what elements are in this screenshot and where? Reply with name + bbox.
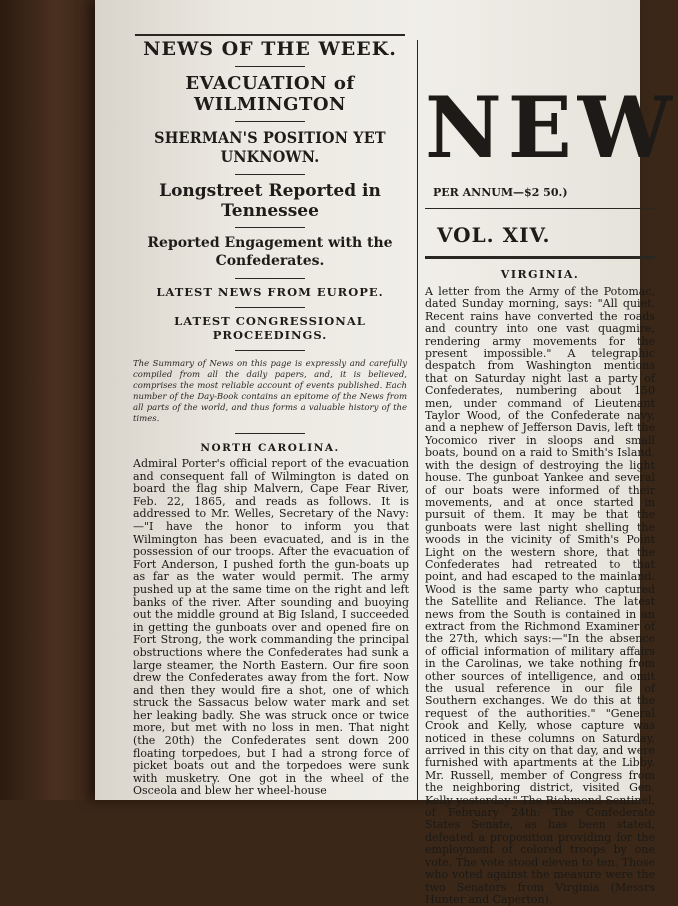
news-of-the-week-column [125,20,415,800]
volume-number: VOL. XIV. [437,223,551,247]
rule [235,307,305,308]
rule [425,208,655,209]
headline-congress: LATEST CONGRESSIONAL PROCEEDINGS. [174,314,366,342]
headline-sherman: SHERMAN'S POSITION YET UNKNOWN. [154,128,386,166]
rule [235,227,305,228]
column-divider [417,40,418,800]
rule [235,350,305,351]
newspaper-page [95,0,678,906]
headline-evacuation: EVACUATION of WILMINGTON [185,73,355,115]
headline-europe: LATEST NEWS FROM EUROPE. [156,285,384,299]
rule [235,66,305,67]
rule [235,278,305,279]
section-heading-north-carolina: NORTH CAROLINA. [200,442,340,454]
rule [235,433,305,434]
rule [235,174,305,175]
article-body-north-carolina: Admiral Porter's official report of the evacuation and consequent fall of Wilmington is dated on board the flag ship Malvern, Cape Fear River, Feb. 22, 1865, and reads as follows. It is addressed to Mr. Welles, Secretary of the Navy:—"I have the honor to inform you that Wilmington has been evacuated, and is in the possession of our troops. After the evacuation of Fort Anderson, I pushed forth the gun-boats up as far as the water would permit. The army pushed up at the same time on the right and left banks of the river. After sounding and buoying out the middle ground at Big Island, I succeeded in getting the gunboats over and opened fire on Fort Strong, the work commanding the principal obstructions where the Confederates had sunk a large steamer, the North Eastern. Our fire soon drew the Confederates away from the fort. Now and then they would fire a shot, one of which struck the Sassacus below water mark and set her leaking badly. She was struck once or twice more, but met with no loss in men. That night (the 20th) the Confederates sent down 200 floating torpedoes, but I had a strong force of picket boats out and the torpedoes were sunk with musketry. One got in the wheel of the Osceola and blew her wheel-house [133,457,409,798]
subscription-price: PER ANNUM—$2 50.) [433,186,568,199]
masthead-column [425,0,678,906]
article-body-virginia: A letter from the Army of the Potomac, dated Sunday morning, says: "All quiet. Recent rains have converted the roads and country into one vast quagmire, rendering army movements for the present impossible." A telegraphic despatch from Washington mentions that on Saturday night last a party of Confederates, numbering about 150 men, under command of Lieutenant Taylor Wood, of the Confederate navy, and a nephew of Jefferson Davis, left the Yocomico river in sloops and small boats, bound on a raid to Smith's Island, with the design of destroying the light house. The gunboat Yankee and several of our boats were informed of their movements, and at once started in pursuit of them. It may be that the gunboats were last night shelling the woods in the vicinity of Smith's Point Light on the western shore, that the Confederates had retreated to that point, and had escaped to the mainland. Wood is the same party who captured the Satellite and Reliance. The latest news from the South is contained in an extract from the Richmond Examiner of the 27th, which says:—"In the absence of official information of military affairs in the Carolinas, we take nothing from other sources of intelligence, and omit the usual reference in our file of Southern exchanges. We do this at the request of the authorities." "General Crook and Kelly, whose capture was noticed in these columns on Saturday, arrived in this city on that day, and were furnished with apartments at the Libby. Mr. Russell, member of Congress from the neighboring district, visited Gen. Kelly yesterday." The Richmond Sentinel, of February 24th: The Confederate States Senate, as has been stated, defeated a proposition providing for the employment of colored troops by one vote. The vote stood eleven to ten. Those who voted against the measure were the two Senators from Virginia (Messrs Hunter and Caperton). [425,285,655,906]
masthead-title: NEW [425,78,678,177]
top-rule [135,34,405,36]
editor-note: The Summary of News on this page is expressly and carefully compiled from all the daily papers, and, it is believed, comprises the most reliable account of events published. Each number of the Day-Book contains an epitome of the News from all parts of the world, and thus forms a valuable history of the times. [133,359,407,424]
section-heading-virginia: VIRGINIA. [500,268,580,281]
rule [425,256,655,259]
rule [235,121,305,122]
headline-engagement: Reported Engagement with the Confederates. [147,235,393,269]
headline-longstreet: Longstreet Reported in Tennessee [159,181,381,221]
column-title: NEWS OF THE WEEK. [143,38,397,60]
